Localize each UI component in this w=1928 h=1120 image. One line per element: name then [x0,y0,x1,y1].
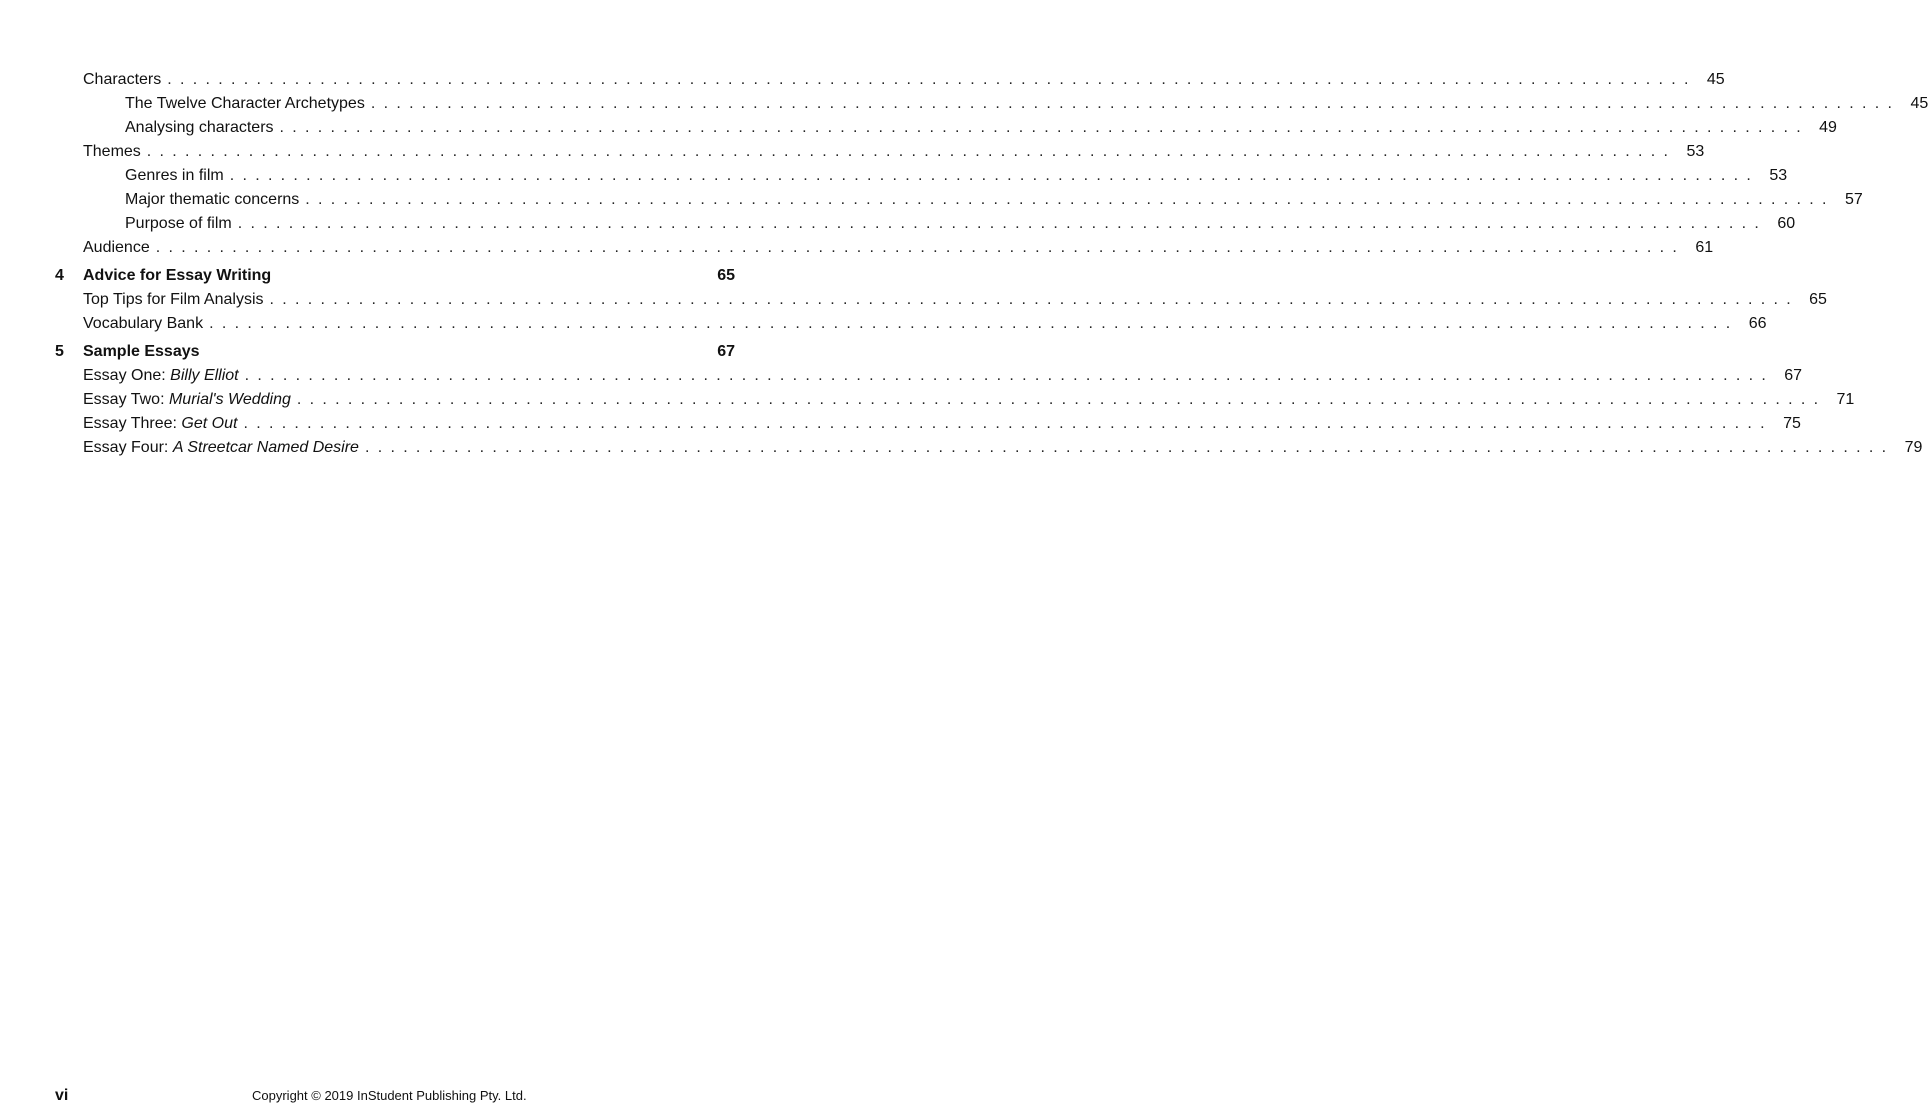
dot-leader: ........................................................................................................................ [305,191,1835,208]
dot-leader: ........................................................................................................................ [209,315,1739,332]
chapter-number: 4 [55,267,64,284]
toc-entry-film-title: Murial's Wedding [168,391,291,408]
toc-entry-title-text: Themes [83,143,141,160]
dot-leader: ........................................................................................................................ [146,143,1677,160]
toc-entry-page: 60 [1777,215,1796,232]
dot-leader: ........................................................................................................................ [296,391,1827,408]
toc-entry-title [125,188,305,212]
toc-entry-page: 57 [1844,191,1863,208]
toc-entry-page: 71 [1836,391,1855,408]
toc-entry-page: 53 [1769,167,1788,184]
toc-entry-title [83,236,156,260]
toc-entry [0,388,1855,412]
toc-entry-title-text: Top Tips for Film Analysis [83,291,264,308]
dot-leader: ........................................................................................................................ [364,439,1895,456]
toc-entry-title-text: Analysing characters [125,119,274,136]
toc-entry [0,188,1863,212]
dot-leader: ........................................................................................................................ [229,167,1760,184]
toc-entry-title [83,364,245,388]
toc-entry-title-text: Vocabulary Bank [83,315,204,332]
page-footer [0,1084,790,1108]
toc-entry [0,412,1801,436]
toc-entry-page: 65 [1809,291,1827,308]
dot-leader: ........................................................................................................................ [279,119,1809,136]
toc-entry-title-text: The Twelve Character Archetypes [125,95,365,112]
toc-entry [0,288,1827,312]
dot-leader: ........................................................................................................................ [244,367,1775,384]
toc-entry [0,236,1714,260]
toc-entry [0,116,1837,140]
toc-entry-film-title: Get Out [181,415,238,432]
toc-entry-page: 67 [717,343,735,360]
toc-entry [0,68,1725,92]
toc-entry-title [83,412,243,436]
toc-entry-title [83,140,147,164]
toc-entry-title-text: Essay Four: [83,439,173,456]
copyright-notice: Copyright © 2019 InStudent Publishing Pty. Ltd. [252,1088,527,1103]
toc-entry [0,140,1705,164]
toc-entry-film-title: Billy Elliot [170,367,239,384]
toc-entry-title [125,212,238,236]
toc-entry-page: 65 [717,267,735,284]
toc-entry-title [83,436,365,460]
toc-entry-title [83,288,270,312]
toc-entry-title [125,116,280,140]
toc-entry-page: 79 [1904,439,1923,456]
toc-entry-page: 61 [1695,239,1714,256]
toc-entry-title [83,388,297,412]
toc-entry [0,364,1803,388]
dot-leader: ........................................................................................................................ [167,71,1697,88]
toc-entry-title-text: Essay Three: [83,415,182,432]
toc-entry [0,92,1928,116]
toc-entry-title-text: Audience [83,239,150,256]
toc-entry-title [83,312,209,336]
toc-entry [0,212,1796,236]
chapter-number: 5 [55,343,64,360]
dot-leader: ........................................................................................................................ [243,415,1773,432]
page-number: vi [55,1087,69,1104]
toc-entry-title-text: Essay Two: [83,391,169,408]
dot-leader: ........................................................................................................................ [370,95,1901,112]
toc-entry-page: 66 [1748,315,1767,332]
toc-entry-page: 45 [1910,95,1928,112]
toc-entry-title-text: Purpose of film [125,215,232,232]
toc-entry [0,340,790,364]
toc-entry-title [83,340,206,364]
toc-entry-title-text: Major thematic concerns [125,191,300,208]
dot-leader: ........................................................................................................................ [155,239,1686,256]
table-of-contents [0,68,1928,460]
toc-entry [0,264,790,288]
toc-entry [0,164,1788,188]
toc-entry-page: 49 [1819,119,1837,136]
toc-entry-title-text: Essay One: [83,367,171,384]
toc-entry-title-text: Genres in film [125,167,224,184]
toc-entry-title-text: Characters [83,71,162,88]
toc-entry-page: 53 [1686,143,1705,160]
toc-entry-page: 45 [1706,71,1725,88]
toc-entry-title-text: Sample Essays [83,343,200,360]
toc-entry-title-text: Advice for Essay Writing [83,267,272,284]
dot-leader: ........................................................................................................................ [269,291,1799,308]
toc-entry [0,312,1767,336]
toc-entry-title [83,68,167,92]
toc-entry-title [125,92,371,116]
toc-entry-page: 67 [1784,367,1803,384]
dot-leader: ........................................................................................................................ [237,215,1768,232]
toc-entry-title [83,264,277,288]
toc-entry-page: 75 [1783,415,1801,432]
toc-entry [0,436,1923,460]
toc-entry-film-title: A Streetcar Named Desire [172,439,359,456]
toc-entry-title [125,164,230,188]
